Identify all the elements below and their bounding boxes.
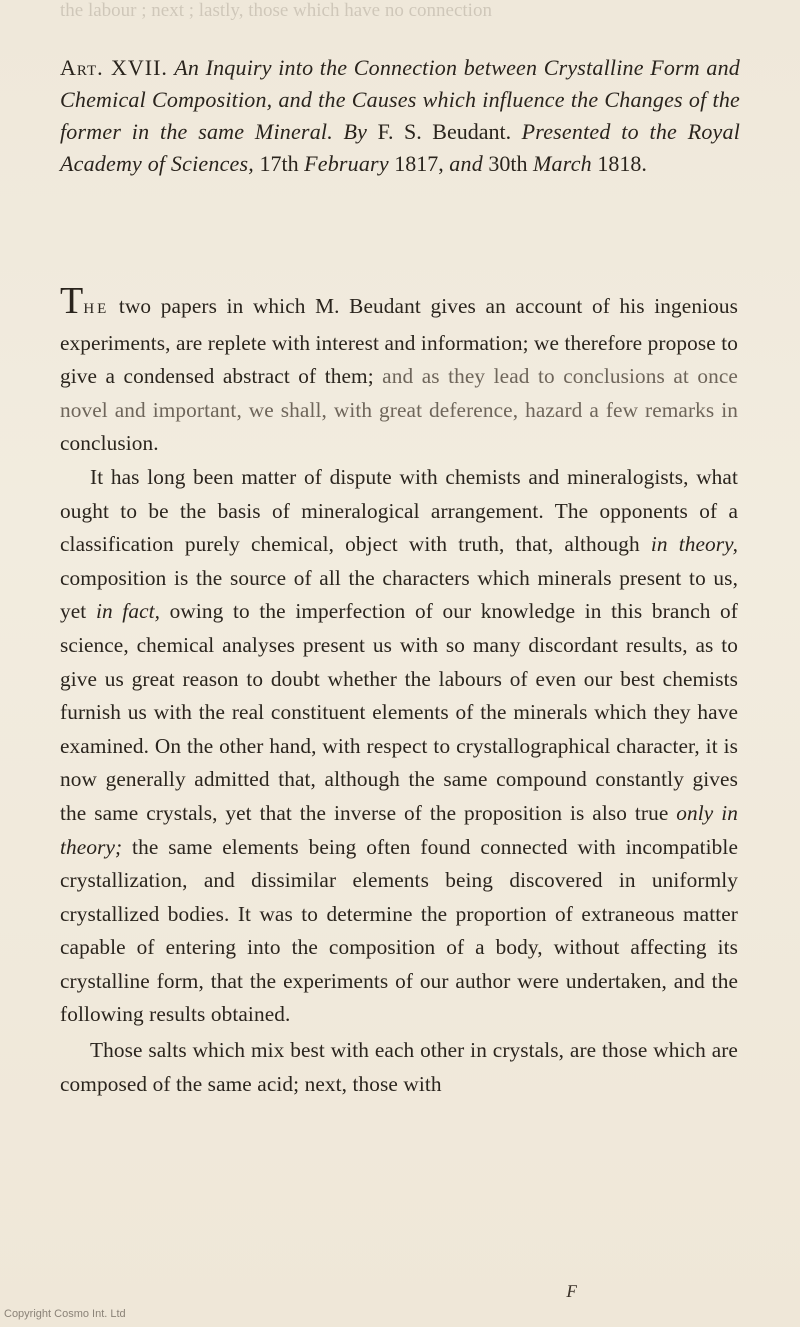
- paragraph-2: [60, 461, 738, 1032]
- article-number: Art. XVII.: [60, 55, 168, 80]
- bleed-through-text: the labour ; next ; lastly, those which have no connection: [60, 0, 492, 21]
- date1-day: 17th: [259, 151, 299, 176]
- and-word: and: [449, 151, 483, 176]
- date1-year: 1817,: [394, 151, 444, 176]
- paragraph-2-italic-1: in theory,: [650, 532, 738, 557]
- paragraph-2-text-a: It has long been matter of dispute with chemists and mineralogists, what ought to be the basis of mineralogical arrangement. The opponents of a classification purely chemical, object with truth, that, although: [60, 464, 738, 557]
- paragraph-1-text-c: conclusion.: [60, 431, 159, 456]
- date1-month: February: [304, 151, 389, 176]
- paragraph-2-italic-2: in fact,: [95, 599, 161, 624]
- date2-day: 30th: [488, 151, 528, 176]
- paragraph-1-text-a: two papers in which M. Beudant gives an account of his ingenious experiments, are replete with interest and information; we therefore propose to give a condensed abstract of them;: [60, 294, 738, 389]
- date2-month: March: [533, 151, 592, 176]
- small-caps-lead: HE: [83, 301, 110, 317]
- article-body: [60, 280, 739, 1101]
- drop-cap: T: [60, 280, 84, 322]
- article-title: An Inquiry into the Connection between Crystalline Form and Chemical Composition, and the Causes which influence the Changes of the former in the same Mineral.: [60, 55, 740, 144]
- paragraph-2-text-b: composition is the source of all the characters which minerals present to us, yet: [60, 565, 738, 624]
- presented-text: Presented to the Royal Academy of Sciences,: [60, 119, 741, 176]
- author-name: F. S. Beudant.: [377, 119, 512, 144]
- paragraph-3: Those salts which mix best with each other in crystals, are those which are composed of the same acid; next, those with: [60, 1038, 738, 1096]
- paragraph-2-text-d: the same elements being often found connected with incompatible crystallization, and dissimilar elements being discovered in uniformly crystallized bodies. It was to determine the proportion of extraneous matter capable of entering into the composition of a body, without affecting its crystalline form, that the experiments of our author were undertaken, and the following results obtained.: [60, 834, 738, 1027]
- article-heading: [60, 52, 740, 180]
- paragraph-2-italic-3: only in theory;: [60, 800, 738, 859]
- catchword: F: [564, 1281, 579, 1301]
- paragraph-2-text-c: owing to the imperfection of our knowledge in this branch of science, chemical analyses present us with so many discordant results, as to give us great reason to doubt whether the labours of even our best chemists furnish us with the real constituent elements of the minerals which they have examined. On the other hand, with respect to crystallographical character, it is now generally admitted that, although the same compound constantly gives the same crystals, yet that the inverse of the proposition is also true: [60, 599, 739, 825]
- date2-year: 1818.: [597, 151, 647, 176]
- by-label: By: [343, 119, 368, 144]
- copyright-notice: Copyright Cosmo Int. Ltd: [4, 1308, 126, 1320]
- paragraph-1: [60, 280, 738, 461]
- paragraph-1-text-b: and as they lead to conclusions at once novel and important, we shall, with great deference, hazard a few remarks in: [60, 364, 738, 422]
